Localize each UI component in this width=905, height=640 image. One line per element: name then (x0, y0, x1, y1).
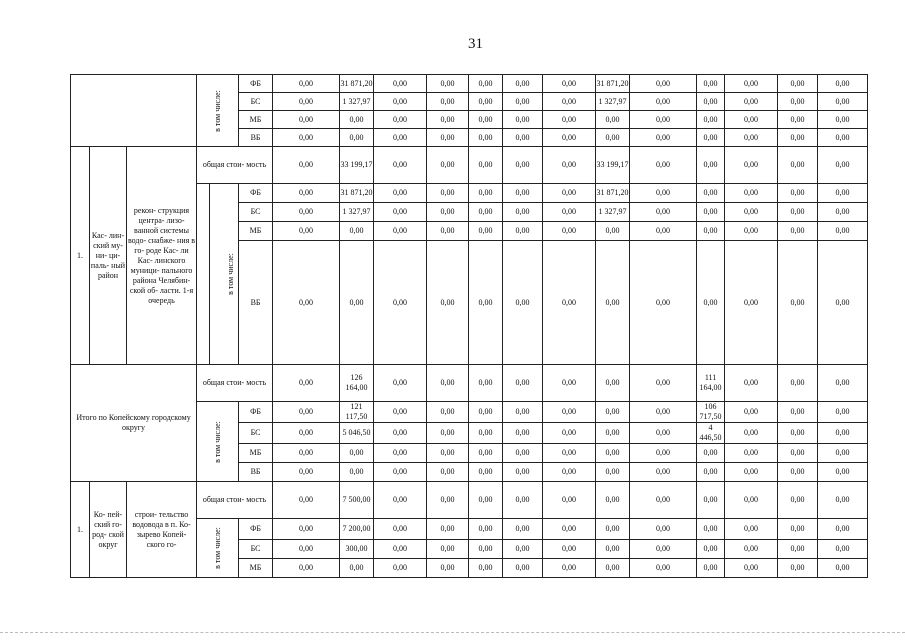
value-cell: 0,00 (503, 184, 543, 203)
budget-table (70, 74, 868, 578)
value-cell: 0,00 (374, 402, 427, 423)
in-that-number-label (197, 402, 239, 482)
value-cell: 0,00 (469, 463, 503, 482)
value-cell: 0,00 (543, 444, 596, 463)
value-cell: 0,00 (543, 111, 596, 129)
in-that-number-text: в том числе: (225, 253, 235, 295)
value-cell: 0,00 (374, 241, 427, 365)
value-cell: 0,00 (630, 111, 697, 129)
value-cell: 0,00 (273, 184, 340, 203)
value-cell: 0,00 (778, 222, 818, 241)
spacer-cell (197, 184, 210, 365)
value-cell: 0,00 (469, 129, 503, 147)
value-cell: 0,00 (778, 203, 818, 222)
row-index: 1. (71, 147, 90, 365)
in-that-number-label (197, 75, 239, 147)
value-cell: 0,00 (778, 540, 818, 559)
value-cell: 0,00 (469, 519, 503, 540)
scan-bottom-edge (0, 632, 905, 635)
project-description: строи- тельство водовода в п. Ко- зырево Копей- ского го- (127, 482, 197, 578)
value-cell: 4 446,50 (697, 423, 725, 444)
value-cell: 0,00 (725, 93, 778, 111)
value-cell: 0,00 (469, 444, 503, 463)
value-cell: 0,00 (725, 365, 778, 402)
value-cell: 0,00 (778, 93, 818, 111)
value-cell: 0,00 (818, 129, 868, 147)
value-cell: 0,00 (273, 93, 340, 111)
value-cell: 0,00 (778, 444, 818, 463)
value-cell: 0,00 (697, 147, 725, 184)
value-cell: 0,00 (697, 75, 725, 93)
value-cell: 300,00 (340, 540, 374, 559)
value-cell: 0,00 (503, 463, 543, 482)
value-cell: 0,00 (427, 93, 469, 111)
value-cell: 0,00 (374, 365, 427, 402)
value-cell: 0,00 (596, 519, 630, 540)
value-cell: 0,00 (503, 540, 543, 559)
value-cell: 0,00 (427, 75, 469, 93)
value-cell: 0,00 (503, 203, 543, 222)
value-cell: 0,00 (427, 540, 469, 559)
value-cell: 0,00 (340, 444, 374, 463)
funding-source-label: БС (239, 423, 273, 444)
value-cell: 0,00 (725, 444, 778, 463)
value-cell: 0,00 (630, 444, 697, 463)
funding-source-label: ФБ (239, 402, 273, 423)
value-cell: 0,00 (273, 423, 340, 444)
value-cell: 0,00 (725, 147, 778, 184)
value-cell: 0,00 (697, 444, 725, 463)
value-cell: 0,00 (427, 482, 469, 519)
value-cell: 0,00 (503, 423, 543, 444)
value-cell: 0,00 (725, 222, 778, 241)
value-cell: 0,00 (427, 147, 469, 184)
value-cell: 0,00 (273, 241, 340, 365)
value-cell: 0,00 (596, 423, 630, 444)
value-cell: 0,00 (818, 365, 868, 402)
value-cell: 0,00 (374, 203, 427, 222)
value-cell: 0,00 (725, 540, 778, 559)
value-cell: 0,00 (630, 365, 697, 402)
value-cell: 31 871,20 (340, 184, 374, 203)
value-cell: 0,00 (725, 402, 778, 423)
value-cell: 0,00 (427, 111, 469, 129)
value-cell: 0,00 (818, 519, 868, 540)
value-cell: 0,00 (778, 463, 818, 482)
value-cell: 0,00 (596, 111, 630, 129)
value-cell: 0,00 (596, 241, 630, 365)
value-cell: 0,00 (630, 75, 697, 93)
value-cell: 0,00 (630, 402, 697, 423)
value-cell: 0,00 (427, 444, 469, 463)
value-cell: 0,00 (543, 147, 596, 184)
value-cell: 0,00 (543, 75, 596, 93)
value-cell: 1 327,97 (340, 203, 374, 222)
value-cell: 0,00 (543, 559, 596, 578)
value-cell: 0,00 (469, 111, 503, 129)
value-cell: 7 200,00 (340, 519, 374, 540)
table-row (71, 365, 868, 402)
value-cell: 0,00 (273, 129, 340, 147)
value-cell: 0,00 (778, 402, 818, 423)
value-cell: 0,00 (374, 423, 427, 444)
value-cell: 0,00 (725, 129, 778, 147)
value-cell: 0,00 (778, 129, 818, 147)
in-that-number-text: в том числе: (212, 527, 222, 569)
value-cell: 1 327,97 (340, 93, 374, 111)
value-cell: 0,00 (697, 111, 725, 129)
value-cell: 0,00 (273, 147, 340, 184)
value-cell: 0,00 (374, 559, 427, 578)
value-cell: 0,00 (630, 129, 697, 147)
funding-source-label: БС (239, 203, 273, 222)
funding-source-label: МБ (239, 444, 273, 463)
value-cell: 0,00 (503, 559, 543, 578)
value-cell: 0,00 (778, 423, 818, 444)
value-cell: 0,00 (427, 423, 469, 444)
value-cell: 0,00 (543, 222, 596, 241)
value-cell: 0,00 (469, 75, 503, 93)
value-cell: 0,00 (725, 203, 778, 222)
value-cell: 0,00 (340, 222, 374, 241)
value-cell: 0,00 (543, 203, 596, 222)
value-cell: 0,00 (427, 365, 469, 402)
funding-source-label: ВБ (239, 129, 273, 147)
value-cell: 0,00 (630, 203, 697, 222)
value-cell: 0,00 (630, 184, 697, 203)
value-cell: 0,00 (543, 129, 596, 147)
value-cell: 0,00 (596, 559, 630, 578)
value-cell: 0,00 (630, 222, 697, 241)
value-cell: 0,00 (697, 482, 725, 519)
funding-source-label: ФБ (239, 184, 273, 203)
value-cell: 0,00 (543, 519, 596, 540)
value-cell: 0,00 (630, 423, 697, 444)
value-cell: 0,00 (818, 482, 868, 519)
value-cell: 0,00 (697, 241, 725, 365)
value-cell: 0,00 (503, 129, 543, 147)
value-cell: 0,00 (374, 147, 427, 184)
value-cell: 0,00 (725, 463, 778, 482)
value-cell: 0,00 (818, 540, 868, 559)
value-cell: 0,00 (374, 75, 427, 93)
value-cell: 0,00 (340, 241, 374, 365)
value-cell: 0,00 (697, 519, 725, 540)
value-cell: 121 117,50 (340, 402, 374, 423)
value-cell: 0,00 (374, 463, 427, 482)
value-cell: 0,00 (818, 184, 868, 203)
value-cell: 0,00 (778, 482, 818, 519)
value-cell: 0,00 (596, 482, 630, 519)
value-cell: 0,00 (503, 111, 543, 129)
funding-source-label: ФБ (239, 75, 273, 93)
value-cell: 0,00 (427, 222, 469, 241)
value-cell: 0,00 (503, 444, 543, 463)
value-cell: 0,00 (630, 93, 697, 111)
value-cell: 31 871,20 (596, 184, 630, 203)
value-cell: 0,00 (273, 111, 340, 129)
value-cell: 0,00 (818, 75, 868, 93)
value-cell: 31 871,20 (596, 75, 630, 93)
funding-source-label: ВБ (239, 241, 273, 365)
value-cell: 0,00 (469, 93, 503, 111)
value-cell: 0,00 (427, 402, 469, 423)
value-cell: 0,00 (273, 559, 340, 578)
value-cell: 0,00 (697, 540, 725, 559)
value-cell: 0,00 (503, 222, 543, 241)
value-cell: 0,00 (630, 519, 697, 540)
value-cell: 0,00 (503, 482, 543, 519)
value-cell: 0,00 (374, 222, 427, 241)
value-cell: 0,00 (340, 111, 374, 129)
value-cell: 0,00 (630, 482, 697, 519)
value-cell: 0,00 (273, 519, 340, 540)
value-cell: 0,00 (374, 519, 427, 540)
value-cell: 0,00 (778, 559, 818, 578)
value-cell: 0,00 (469, 402, 503, 423)
subtotal-label: Итого по Копейскому городскому округу (71, 365, 197, 482)
value-cell: 0,00 (818, 402, 868, 423)
value-cell: 0,00 (725, 519, 778, 540)
value-cell: 0,00 (630, 540, 697, 559)
value-cell: 0,00 (469, 365, 503, 402)
value-cell: 0,00 (778, 184, 818, 203)
funding-source-label: МБ (239, 222, 273, 241)
funding-source-label: ФБ (239, 519, 273, 540)
value-cell: 0,00 (697, 184, 725, 203)
value-cell: 0,00 (697, 222, 725, 241)
value-cell: 0,00 (596, 129, 630, 147)
value-cell: 0,00 (778, 519, 818, 540)
municipality-name: Ко- пей- ский го- род- ской округ (90, 482, 127, 578)
value-cell: 0,00 (469, 147, 503, 184)
value-cell: 0,00 (374, 129, 427, 147)
value-cell: 0,00 (543, 463, 596, 482)
value-cell: 0,00 (596, 222, 630, 241)
in-that-number-text: в том числе: (212, 420, 222, 463)
value-cell: 0,00 (725, 184, 778, 203)
value-cell: 0,00 (427, 203, 469, 222)
value-cell: 0,00 (503, 75, 543, 93)
value-cell: 0,00 (469, 482, 503, 519)
value-cell: 0,00 (697, 463, 725, 482)
value-cell: 0,00 (778, 241, 818, 365)
value-cell: 0,00 (543, 241, 596, 365)
value-cell: 0,00 (503, 241, 543, 365)
value-cell: 0,00 (543, 93, 596, 111)
value-cell: 0,00 (273, 482, 340, 519)
value-cell: 0,00 (427, 184, 469, 203)
value-cell: 0,00 (469, 241, 503, 365)
value-cell: 0,00 (725, 111, 778, 129)
value-cell: 33 199,17 (596, 147, 630, 184)
value-cell: 0,00 (818, 559, 868, 578)
value-cell: 0,00 (778, 111, 818, 129)
value-cell: 0,00 (273, 402, 340, 423)
funding-source-label: БС (239, 93, 273, 111)
value-cell: 0,00 (818, 222, 868, 241)
value-cell: 0,00 (503, 402, 543, 423)
value-cell: 0,00 (818, 463, 868, 482)
value-cell: 0,00 (697, 559, 725, 578)
value-cell: 0,00 (725, 559, 778, 578)
value-cell: 0,00 (503, 365, 543, 402)
value-cell: 0,00 (273, 444, 340, 463)
value-cell: 0,00 (427, 241, 469, 365)
value-cell: 0,00 (340, 559, 374, 578)
value-cell: 0,00 (630, 463, 697, 482)
value-cell: 0,00 (427, 519, 469, 540)
value-cell: 0,00 (427, 559, 469, 578)
table-row (71, 482, 868, 519)
value-cell: 0,00 (778, 75, 818, 93)
value-cell: 0,00 (273, 222, 340, 241)
value-cell: 0,00 (596, 540, 630, 559)
value-cell: 5 046,50 (340, 423, 374, 444)
value-cell: 0,00 (503, 93, 543, 111)
value-cell: 0,00 (818, 147, 868, 184)
value-cell: 0,00 (697, 203, 725, 222)
page-number: 31 (468, 36, 483, 52)
value-cell: 0,00 (374, 111, 427, 129)
value-cell: 0,00 (427, 463, 469, 482)
row-index: 1. (71, 482, 90, 578)
value-cell: 0,00 (818, 93, 868, 111)
value-cell: 126 164,00 (340, 365, 374, 402)
value-cell: 0,00 (818, 444, 868, 463)
value-cell: 0,00 (469, 222, 503, 241)
value-cell: 0,00 (725, 423, 778, 444)
value-cell: 0,00 (503, 519, 543, 540)
value-cell: 0,00 (596, 444, 630, 463)
in-that-number-label (197, 519, 239, 578)
value-cell: 0,00 (374, 444, 427, 463)
value-cell: 0,00 (543, 423, 596, 444)
value-cell: 0,00 (543, 540, 596, 559)
value-cell: 0,00 (543, 402, 596, 423)
value-cell: 0,00 (469, 203, 503, 222)
funding-source-label: БС (239, 540, 273, 559)
value-cell: 0,00 (469, 423, 503, 444)
value-cell: 0,00 (630, 147, 697, 184)
total-cost-label: общая стои- мость (197, 147, 273, 184)
value-cell: 0,00 (374, 482, 427, 519)
value-cell: 0,00 (725, 75, 778, 93)
project-description: рекон- струкция центра- лизо- ванной системы водо- снабже- ния в го- роде Кас- ли Кас- линского муници- пального района Челябин- ской об- ласти. 1-я очередь (127, 147, 197, 365)
value-cell: 0,00 (374, 93, 427, 111)
value-cell: 0,00 (818, 203, 868, 222)
value-cell: 1 327,97 (596, 203, 630, 222)
value-cell: 0,00 (469, 184, 503, 203)
value-cell: 0,00 (427, 129, 469, 147)
value-cell: 0,00 (273, 540, 340, 559)
empty-left-block (71, 75, 197, 147)
value-cell: 1 327,97 (596, 93, 630, 111)
value-cell: 0,00 (697, 93, 725, 111)
total-cost-label: общая стои- мость (197, 365, 273, 402)
value-cell: 0,00 (596, 463, 630, 482)
funding-source-label: ВБ (239, 463, 273, 482)
table-row (71, 147, 868, 184)
value-cell: 111 164,00 (697, 365, 725, 402)
total-cost-label: общая стои- мость (197, 482, 273, 519)
value-cell: 106 717,50 (697, 402, 725, 423)
value-cell: 0,00 (273, 203, 340, 222)
in-that-number-label (210, 184, 239, 365)
value-cell: 0,00 (469, 559, 503, 578)
value-cell: 0,00 (340, 463, 374, 482)
value-cell: 0,00 (543, 365, 596, 402)
value-cell: 0,00 (469, 540, 503, 559)
value-cell: 0,00 (697, 129, 725, 147)
in-that-number-text: в том числе: (212, 89, 222, 132)
value-cell: 0,00 (818, 241, 868, 365)
value-cell: 33 199,17 (340, 147, 374, 184)
funding-source-label: МБ (239, 559, 273, 578)
value-cell: 0,00 (340, 129, 374, 147)
value-cell: 0,00 (374, 540, 427, 559)
value-cell: 0,00 (725, 241, 778, 365)
value-cell: 0,00 (778, 147, 818, 184)
value-cell: 7 500,00 (340, 482, 374, 519)
value-cell: 0,00 (818, 423, 868, 444)
value-cell: 0,00 (818, 111, 868, 129)
value-cell: 0,00 (273, 365, 340, 402)
value-cell: 0,00 (596, 402, 630, 423)
municipality-name: Кас- лин- ский му- ни- ци- паль- ный район (90, 147, 127, 365)
value-cell: 0,00 (630, 241, 697, 365)
table-row (71, 75, 868, 93)
value-cell: 0,00 (273, 75, 340, 93)
value-cell: 0,00 (725, 482, 778, 519)
value-cell: 0,00 (778, 365, 818, 402)
value-cell: 0,00 (596, 365, 630, 402)
value-cell: 0,00 (630, 559, 697, 578)
value-cell: 0,00 (543, 184, 596, 203)
funding-source-label: МБ (239, 111, 273, 129)
value-cell: 31 871,20 (340, 75, 374, 93)
value-cell: 0,00 (543, 482, 596, 519)
value-cell: 0,00 (374, 184, 427, 203)
value-cell: 0,00 (273, 463, 340, 482)
value-cell: 0,00 (503, 147, 543, 184)
